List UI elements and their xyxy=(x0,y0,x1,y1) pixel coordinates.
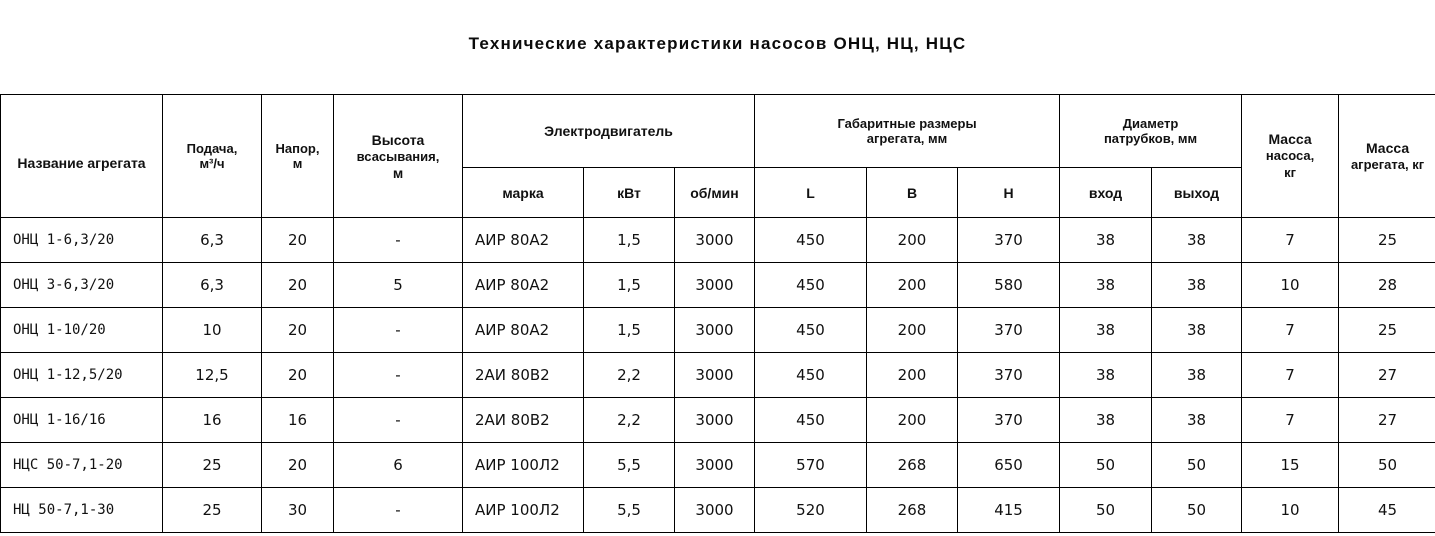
cell-outlet: 38 xyxy=(1152,353,1242,398)
cell-suction: - xyxy=(334,488,463,533)
cell-unit-mass: 45 xyxy=(1339,488,1435,533)
cell-head: 20 xyxy=(262,353,334,398)
cell-inlet: 50 xyxy=(1060,488,1152,533)
table-row xyxy=(1,218,1435,263)
cell-dim-h: 370 xyxy=(958,218,1060,263)
cell-motor-brand: АИР 80А2 xyxy=(463,218,584,263)
header-outlet: выход xyxy=(1152,168,1242,218)
cell-dim-b: 200 xyxy=(867,263,958,308)
table-row xyxy=(1,398,1435,443)
cell-motor-kw: 1,5 xyxy=(584,263,675,308)
cell-motor-brand: АИР 80А2 xyxy=(463,308,584,353)
cell-dim-l: 450 xyxy=(755,308,867,353)
cell-unit-mass: 25 xyxy=(1339,308,1435,353)
cell-name: ОНЦ 3-6,3/20 xyxy=(1,263,163,308)
cell-outlet: 38 xyxy=(1152,308,1242,353)
cell-pump-mass: 10 xyxy=(1242,263,1339,308)
cell-motor-brand: АИР 100Л2 xyxy=(463,443,584,488)
cell-motor-rpm: 3000 xyxy=(675,353,755,398)
table-row xyxy=(1,488,1435,533)
cell-unit-mass: 28 xyxy=(1339,263,1435,308)
specs-table xyxy=(0,94,1435,533)
header-pump-mass: Масса насоса, кг xyxy=(1242,95,1339,218)
table-row xyxy=(1,308,1435,353)
table-row xyxy=(1,353,1435,398)
cell-motor-rpm: 3000 xyxy=(675,263,755,308)
header-suction-height: Высота всасывания, м xyxy=(334,95,463,218)
table-row xyxy=(1,263,1435,308)
cell-unit-mass: 27 xyxy=(1339,398,1435,443)
cell-dim-h: 370 xyxy=(958,353,1060,398)
header-motor-kw: кВт xyxy=(584,168,675,218)
header-dim-b: B xyxy=(867,168,958,218)
cell-inlet: 38 xyxy=(1060,263,1152,308)
cell-motor-brand: 2АИ 80В2 xyxy=(463,398,584,443)
cell-head: 30 xyxy=(262,488,334,533)
cell-motor-brand: 2АИ 80В2 xyxy=(463,353,584,398)
cell-motor-kw: 1,5 xyxy=(584,308,675,353)
header-motor: Электродвигатель xyxy=(463,95,755,168)
cell-dim-b: 268 xyxy=(867,443,958,488)
cell-dim-l: 450 xyxy=(755,218,867,263)
cell-dim-h: 370 xyxy=(958,398,1060,443)
header-inlet: вход xyxy=(1060,168,1152,218)
cell-head: 20 xyxy=(262,443,334,488)
cell-name: НЦС 50-7,1-20 xyxy=(1,443,163,488)
cell-dim-l: 450 xyxy=(755,353,867,398)
cell-flow: 12,5 xyxy=(163,353,262,398)
cell-suction: 5 xyxy=(334,263,463,308)
cell-dim-b: 200 xyxy=(867,398,958,443)
header-head: Напор, м xyxy=(262,95,334,218)
cell-dim-l: 450 xyxy=(755,398,867,443)
cell-motor-rpm: 3000 xyxy=(675,398,755,443)
cell-head: 20 xyxy=(262,263,334,308)
cell-outlet: 50 xyxy=(1152,443,1242,488)
cell-unit-mass: 25 xyxy=(1339,218,1435,263)
cell-name: ОНЦ 1-6,3/20 xyxy=(1,218,163,263)
cell-motor-kw: 5,5 xyxy=(584,488,675,533)
cell-dim-b: 200 xyxy=(867,308,958,353)
cell-pump-mass: 7 xyxy=(1242,353,1339,398)
cell-dim-h: 370 xyxy=(958,308,1060,353)
table-row xyxy=(1,443,1435,488)
cell-outlet: 38 xyxy=(1152,218,1242,263)
cell-flow: 10 xyxy=(163,308,262,353)
cell-motor-brand: АИР 80А2 xyxy=(463,263,584,308)
cell-outlet: 38 xyxy=(1152,398,1242,443)
header-motor-brand: марка xyxy=(463,168,584,218)
cell-pump-mass: 7 xyxy=(1242,308,1339,353)
header-name: Название агрегата xyxy=(1,95,163,218)
header-flow: Подача, м³/ч xyxy=(163,95,262,218)
cell-motor-rpm: 3000 xyxy=(675,308,755,353)
cell-motor-rpm: 3000 xyxy=(675,218,755,263)
cell-dim-l: 520 xyxy=(755,488,867,533)
cell-outlet: 50 xyxy=(1152,488,1242,533)
cell-pump-mass: 10 xyxy=(1242,488,1339,533)
cell-name: ОНЦ 1-16/16 xyxy=(1,398,163,443)
cell-flow: 25 xyxy=(163,443,262,488)
cell-motor-kw: 2,2 xyxy=(584,353,675,398)
cell-name: ОНЦ 1-12,5/20 xyxy=(1,353,163,398)
cell-motor-kw: 2,2 xyxy=(584,398,675,443)
cell-unit-mass: 50 xyxy=(1339,443,1435,488)
cell-head: 16 xyxy=(262,398,334,443)
cell-motor-kw: 5,5 xyxy=(584,443,675,488)
cell-suction: - xyxy=(334,398,463,443)
cell-suction: - xyxy=(334,353,463,398)
cell-motor-kw: 1,5 xyxy=(584,218,675,263)
cell-dim-h: 580 xyxy=(958,263,1060,308)
cell-motor-rpm: 3000 xyxy=(675,488,755,533)
cell-dim-h: 415 xyxy=(958,488,1060,533)
cell-flow: 25 xyxy=(163,488,262,533)
cell-dim-l: 570 xyxy=(755,443,867,488)
cell-dim-b: 268 xyxy=(867,488,958,533)
cell-inlet: 50 xyxy=(1060,443,1152,488)
cell-dim-l: 450 xyxy=(755,263,867,308)
cell-pump-mass: 15 xyxy=(1242,443,1339,488)
cell-motor-rpm: 3000 xyxy=(675,443,755,488)
cell-name: НЦ 50-7,1-30 xyxy=(1,488,163,533)
header-dimensions: Габаритные размеры агрегата, мм xyxy=(755,95,1060,168)
cell-flow: 16 xyxy=(163,398,262,443)
cell-suction: 6 xyxy=(334,443,463,488)
cell-flow: 6,3 xyxy=(163,218,262,263)
table-body xyxy=(1,218,1435,533)
cell-name: ОНЦ 1-10/20 xyxy=(1,308,163,353)
header-dim-l: L xyxy=(755,168,867,218)
cell-suction: - xyxy=(334,308,463,353)
cell-suction: - xyxy=(334,218,463,263)
header-unit-mass: Масса агрегата, кг xyxy=(1339,95,1435,218)
cell-pump-mass: 7 xyxy=(1242,218,1339,263)
cell-flow: 6,3 xyxy=(163,263,262,308)
cell-motor-brand: АИР 100Л2 xyxy=(463,488,584,533)
cell-dim-b: 200 xyxy=(867,218,958,263)
header-nozzle-diameter: Диаметр патрубков, мм xyxy=(1060,95,1242,168)
cell-dim-h: 650 xyxy=(958,443,1060,488)
cell-pump-mass: 7 xyxy=(1242,398,1339,443)
header-motor-rpm: об/мин xyxy=(675,168,755,218)
table-header xyxy=(1,95,1435,218)
header-dim-h: H xyxy=(958,168,1060,218)
cell-inlet: 38 xyxy=(1060,308,1152,353)
cell-inlet: 38 xyxy=(1060,353,1152,398)
cell-inlet: 38 xyxy=(1060,398,1152,443)
cell-outlet: 38 xyxy=(1152,263,1242,308)
cell-inlet: 38 xyxy=(1060,218,1152,263)
cell-dim-b: 200 xyxy=(867,353,958,398)
cell-head: 20 xyxy=(262,308,334,353)
page-title: Технические характеристики насосов ОНЦ, НЦ, НЦС xyxy=(468,34,967,53)
cell-unit-mass: 27 xyxy=(1339,353,1435,398)
cell-head: 20 xyxy=(262,218,334,263)
